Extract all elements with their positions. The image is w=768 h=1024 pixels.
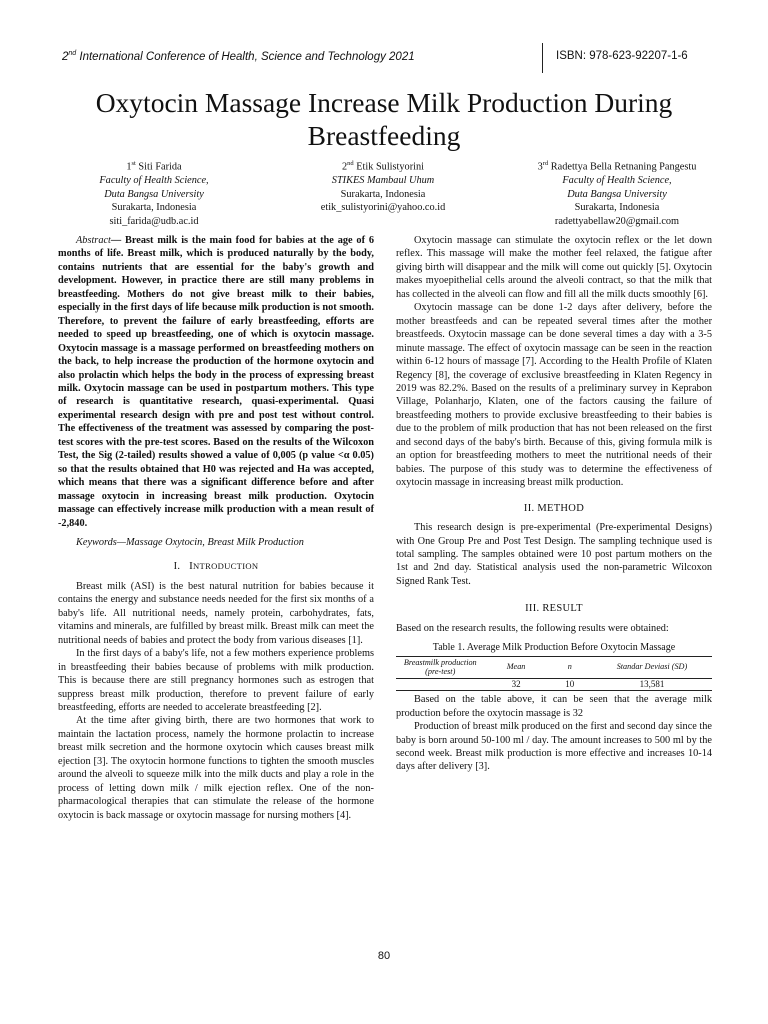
table-cell: 10 (548, 678, 592, 691)
paper-title: Oxytocin Massage Increase Milk Production During Breastfeeding (95, 87, 673, 151)
header-divider (542, 43, 543, 73)
result-intro: Based on the research results, the following results were obtained: (396, 622, 669, 634)
table-row (396, 678, 712, 691)
table-caption: Table 1. Average Milk Production Before Oxytocin Massage (432, 642, 676, 654)
right-column (396, 234, 712, 774)
result-heading: III. RESULT (525, 603, 583, 615)
body-paragraph-2: Oxytocin massage can be done 1-2 days after delivery, before the mother breastfeeds and can be repeated several times after the mother breastfeeds. Oxytocin massage can be done several times a day with a 3-5 minute massage. The effect of oxytocin massage can be seen in the reaction within 6-12 hours of massage [7]. According to the Health Profile of Klaten Regency [8], the coverage of exclusive breastfeeding in Klaten Regency in 2019 was 82.2%. Based on the results of a preliminary survey in Keprabon Village, Polanharjo, Klaten, one of the factors causing the failure of breastfeeding mothers to provide exclusive breastfeeding to their babies is due to the problem of milk production that has not been released on the first and second days of the baby's birth. Because of this, giving formula milk is an option for breastfeeding mothers to meet the nutritional needs of their babies. The purpose of this study was to determine the effectiveness of oxytocin massage in increasing breast milk production. (396, 302, 712, 489)
page-number: 80 (377, 950, 391, 962)
conference-header: 2nd International Conference of Health, Science and Technology 2021 (62, 50, 415, 63)
intro-paragraph-2: In the first days of a baby's life, not a few mothers experience problems in breastfeeding their babies because of problems with milk production. This is because there are still pregnancy hormones such as estrogen that suppress breast milk production, therefore to prevent failure of early breastfeeding, efforts are needed to accelerate breastfeeding [2]. (58, 648, 374, 713)
author-block-1: 1st Siti Farida Faculty of Health Science, Duta Bangsa University Surakarta, Indonesia siti_farida@udb.ac.id (99, 160, 209, 227)
table-header-cell: n (548, 656, 592, 678)
author-block-2: 2nd Etik Sulistyorini STIKES Mambaul Uhum Surakarta, Indonesia etik_sulistyorini@yahoo.co.id (320, 160, 446, 214)
method-paragraph: This research design is pre-experimental (Pre-experimental Designs) with One Group Pre and Post Test Design. The sampling technique used is total sampling. The samples obtained were 10 post partum mothers on the 1st and 2nd day. Statistical analysis used the non-parametric Wilcoxon Signed Rank Test. (396, 522, 712, 587)
left-column (58, 234, 374, 822)
result-paragraph-1: Based on the table above, it can be seen that the average milk production before the oxytocin massage is 32 (396, 694, 712, 719)
table-header-cell: Standar Deviasi (SD) (592, 656, 712, 678)
body-paragraph-1: Oxytocin massage can stimulate the oxytocin reflex or the let down reflex. This massage will make the mother feel relaxed, the fatigue after giving birth will disappear and the milk will come out quickly [5]. Oxytocin makes myoepithelial cells around the alveoli contract, so that the milk that has collected in the alveoli can flow and fill all the milk ducts smoothly [6]. (396, 235, 712, 300)
result-paragraph-2: Production of breast milk produced on the first and second day since the baby is born around 50-100 ml / day. The amount increases to 500 ml by the second week. Breast milk production is more effective and increases 10-14 days after delivery [3]. (396, 721, 712, 773)
intro-paragraph-1: Breast milk (ASI) is the best natural nutrition for babies because it contains the energy and substance needs needed for the first six months of a baby's life. All nutritional needs, namely protein, carbohydrates, fats, vitamins and minerals, are fulfilled by breast milk. Breast milk can meet the nutritional needs of babies and protect the body from various diseases [1]. (58, 580, 374, 646)
table-header-cell: Breastmilk production (pre-test) (396, 656, 484, 678)
results-table (396, 656, 712, 692)
table-header-cell: Mean (484, 656, 547, 678)
table-header-row (396, 656, 712, 678)
keywords: Keywords—Massage Oxytocin, Breast Milk Production (76, 536, 304, 548)
method-heading: II. METHOD (523, 502, 585, 514)
table-cell (396, 678, 484, 691)
intro-paragraph-3: At the time after giving birth, there are two hormones that work to maintain the lactation process, namely the hormone prolactin to increase breast milk secretion and the hormone oxytocin which causes breast milk ejection [3]. The oxytocin hormone functions to tighten the smooth muscles around the alveoli to squeeze milk into the milk ducts and play a role in the process of letting down milk / milk ejection reflex. One of the non-pharmacological therapies that can stimulate the release of the hormone oxytocin is back massage or oxytocin massage for nursing mothers [4]. (58, 715, 374, 821)
abstract: Abstract— Breast milk is the main food for babies at the age of 6 months of life. Breast milk, which is produced naturally by the body, contains nutrients that are essential for the baby's growth and development. However, in practice there are still many problems in breastfeeding. Mothers do not give breast milk to their babies, especially in the first days of life because milk production is not smooth. Therefore, to prevent the failure of early breastfeeding, efforts are needed to speed up breastfeeding, one of which is oxytocin massage. Oxytocin massage is a massage performed on breastfeeding mothers on the back, to help increase the production of the hormone oxytocin and also prolactin which helps the body in the process of expressing breast milk. Oxytocin massage can be used in postpartum mothers. This type of research is quantitative research, quasi-experimental. Quasi experimental research design with pre and post test without control. The effectiveness of the treatment was assessed by comparing the post-test scores with the pre-test scores. Based on the results of the Wilcoxon Test, the Sig (2-tailed) results showed a value of 0,005 (p value <α 0.05) so that the results obtained that H0 was rejected and Ha was accepted, which means that there was a significant difference before and after massage oxytocin in increasing breast milk production. Oxytocin massage can effectively increase milk production with a mean result of -2,840. (58, 235, 374, 529)
intro-heading: I. INTRODUCTION (173, 560, 259, 573)
table-cell: 13,581 (592, 678, 712, 691)
isbn-header: ISBN: 978-623-92207-1-6 (556, 50, 688, 62)
table-cell: 32 (484, 678, 547, 691)
author-block-3: 3rd Radettya Bella Retnaning Pangestu Faculty of Health Science, Duta Bangsa University Surakarta, Indonesia radettyabellaw20@gmail.com (537, 160, 697, 227)
